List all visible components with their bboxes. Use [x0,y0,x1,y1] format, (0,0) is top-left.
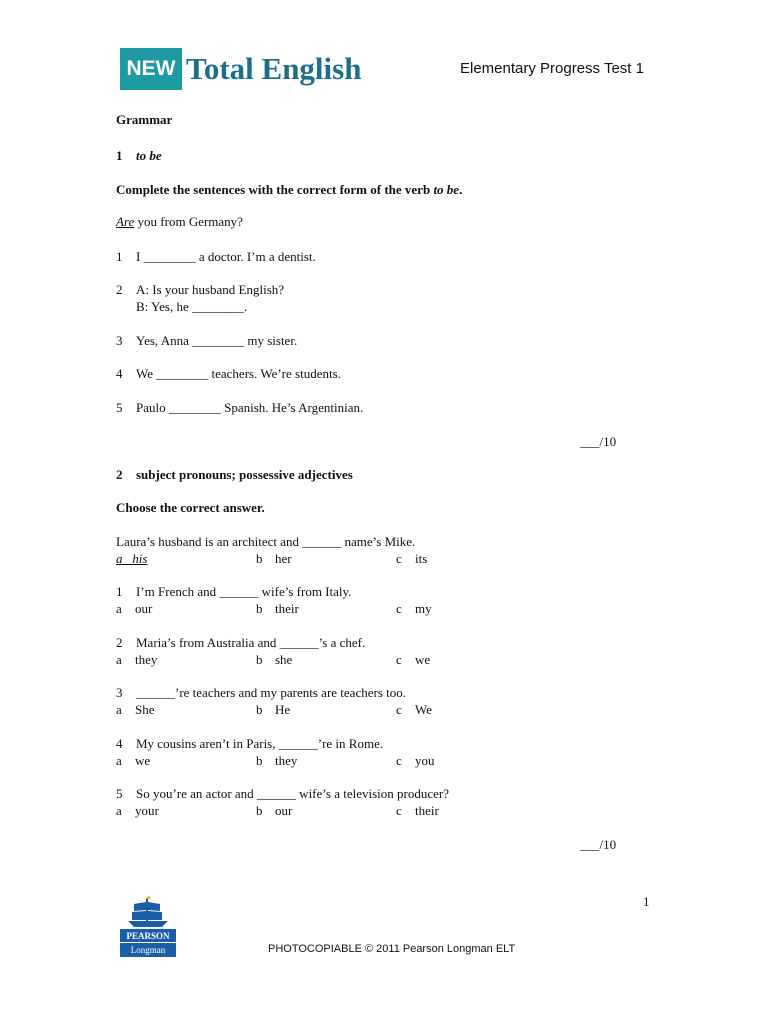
pearson-ship-icon [120,896,176,958]
ex2-question: 2 Maria’s from Australia and ______’s a chef. [116,635,366,650]
ex1-number: 1 [116,148,123,163]
option-a: a our [116,601,153,616]
pearson-longman-logo [120,896,176,958]
ex1-item: 1 I ________ a doctor. I’m a dentist. [116,249,316,264]
ex2-instruction: Choose the correct answer. [116,500,265,515]
ex1-item: 2 A: Is your husband English? [116,282,285,297]
option-c: c you [396,753,435,768]
ex2-question: 3 ______’re teachers and my parents are teachers too. [116,685,406,700]
ex1-item-line2: B: Yes, he ________. [136,299,248,314]
option-a: a your [116,803,159,818]
option-b: b she [256,652,293,667]
ex1-item: 4 We ________ teachers. We’re students. [116,366,341,381]
section-heading: Grammar [116,112,173,127]
logo-new-badge: NEW [120,48,182,90]
ex2-score: ___/10 [580,837,617,852]
ex1-score: ___/10 [580,434,617,449]
ex2-example-question: Laura’s husband is an architect and ______ name’s Mike. [116,534,416,549]
ex2-heading [116,467,353,483]
ex2-question: 4 My cousins aren’t in Paris, ______’re in Rome. [116,736,384,751]
option-b: b our [256,803,293,818]
copyright-footer: PHOTOCOPIABLE © 2011 Pearson Longman ELT [268,943,516,955]
option-b: b they [256,753,298,768]
ex1-item: 5 Paulo ________ Spanish. He’s Argentinian. [116,400,364,415]
publisher-logo-top-text: PEARSON [126,931,170,941]
ex2-title: subject pronouns; possessive adjectives [136,467,353,482]
option-a: a She [116,702,155,717]
publisher-logo-bottom-text: Longman [130,945,166,955]
option-b: b her [256,551,292,566]
logo-title: Total English [186,51,362,86]
option-c: c We [396,702,432,717]
ex1-example: Are you from Germany? [116,214,243,229]
option-c: c its [396,551,428,566]
option-b: b He [256,702,291,717]
ex1-example-answer: Are [116,214,135,229]
option-b: b their [256,601,299,616]
ex1-item: 3 Yes, Anna ________ my sister. [116,333,298,348]
option-c: c their [396,803,439,818]
ex2-number: 2 [116,467,123,482]
test-title: Elementary Progress Test 1 [460,60,644,77]
ex1-heading [116,148,162,164]
option-c: c we [396,652,431,667]
ex1-instruction: Complete the sentences with the correct form of the verb to be. [116,182,463,197]
ex2-question: 1 I’m French and ______ wife’s from Italy. [116,584,352,599]
option-c: c my [396,601,432,616]
page-number: 1 [643,894,650,909]
option-a: a they [116,652,158,667]
ex2-example-answer: a his [116,551,148,566]
option-a: a we [116,753,151,768]
ex2-question: 5 So you’re an actor and ______ wife’s a television producer? [116,786,449,801]
ex1-title: to be [136,148,162,163]
